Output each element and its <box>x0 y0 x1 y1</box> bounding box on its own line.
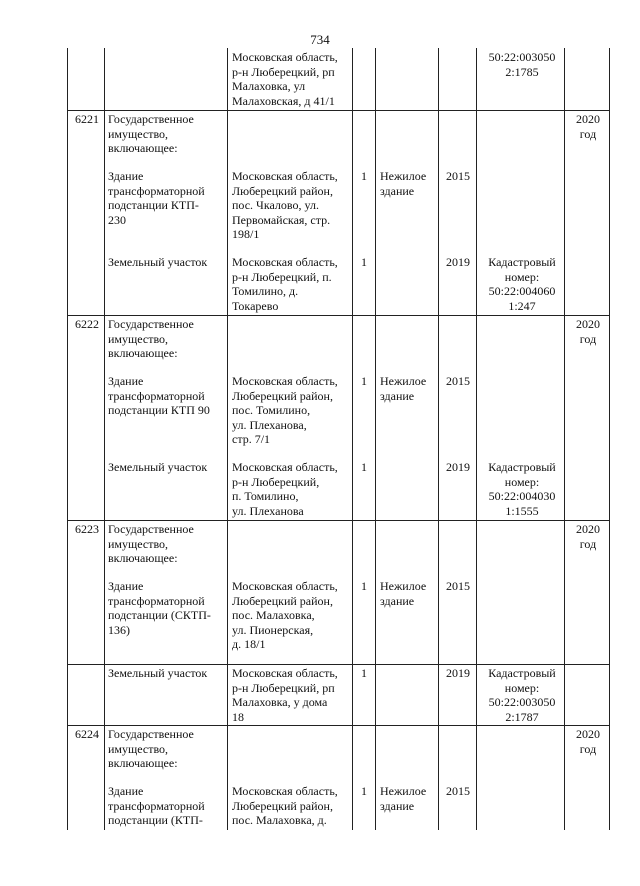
building-qty-6221: 1 <box>361 169 367 183</box>
building-year-6222: 2015 <box>446 374 470 388</box>
building-year-6221: 2015 <box>446 169 470 183</box>
row-heading-6221: Государственное имущество, включающее: <box>108 112 194 155</box>
row-number-6221: 6221 <box>75 112 99 126</box>
building-qty-6224: 1 <box>361 784 367 798</box>
building-address-6221: Московская область, Люберецкий район, пос. Чкалово, ул. Первомайская, стр. 198/1 <box>232 169 338 241</box>
land-name-6222: Земельный участок <box>108 460 208 474</box>
cont-address: Московская область, р-н Люберецкий, рп Малаховка, ул Малаховская, д 41/1 <box>232 50 338 108</box>
building-address-6224: Московская область, Люберецкий район, пос. Малаховка, д. <box>232 784 338 827</box>
page-number: 734 <box>310 32 330 47</box>
col-divider-type <box>438 48 439 830</box>
land-cadastral-6222: Кадастровый номер: 50:22:004030 1:1555 <box>488 460 556 518</box>
row-divider-6222 <box>67 315 609 316</box>
land-qty-6223: 1 <box>361 666 367 680</box>
building-qty-6223: 1 <box>361 579 367 593</box>
row-inclusion-year-6221: 2020 год <box>576 112 600 141</box>
land-name-6221: Земельный участок <box>108 255 208 269</box>
building-year-6224: 2015 <box>446 784 470 798</box>
row-heading-6222: Государственное имущество, включающее: <box>108 317 194 360</box>
land-year-6222: 2019 <box>446 460 470 474</box>
row-divider-6221 <box>67 110 609 111</box>
building-name-6223: Здание трансформаторной подстанции (СКТП- 136) <box>108 579 211 637</box>
col-divider-qty <box>375 48 376 830</box>
building-name-6222: Здание трансформаторной подстанции КТП 90 <box>108 374 210 417</box>
land-address-6222: Московская область, р-н Люберецкий, п. Томилино, ул. Плеханова <box>232 460 338 518</box>
land-year-6223: 2019 <box>446 666 470 680</box>
building-type-6221: Нежилое здание <box>380 169 427 198</box>
col-divider-year <box>476 48 477 830</box>
building-type-6224: Нежилое здание <box>380 784 427 813</box>
row-inclusion-year-6223: 2020 год <box>576 522 600 551</box>
building-type-6223: Нежилое здание <box>380 579 427 608</box>
land-year-6221: 2019 <box>446 255 470 269</box>
row-divider-6224 <box>67 725 609 726</box>
land-address-6221: Московская область, р-н Люберецкий, п. Томилино, д. Токарево <box>232 255 338 313</box>
land-cadastral-6223: Кадастровый номер: 50:22:003050 2:1787 <box>488 666 556 724</box>
row-number-6222: 6222 <box>75 317 99 331</box>
sub-divider-6223 <box>67 664 609 665</box>
land-name-6223: Земельный участок <box>108 666 208 680</box>
row-inclusion-year-6222: 2020 год <box>576 317 600 346</box>
col-divider-cadastral <box>564 48 565 830</box>
building-address-6223: Московская область, Люберецкий район, пос. Малаховка, ул. Пионерская, д. 18/1 <box>232 579 338 651</box>
row-divider-6223 <box>67 520 609 521</box>
row-heading-6224: Государственное имущество, включающее: <box>108 727 194 770</box>
land-address-6223: Московская область, р-н Люберецкий, рп Малаховка, у дома 18 <box>232 666 338 724</box>
col-divider-num <box>104 48 105 830</box>
col-divider-address <box>352 48 353 830</box>
land-cadastral-6221: Кадастровый номер: 50:22:004060 1:247 <box>488 255 556 313</box>
land-qty-6222: 1 <box>361 460 367 474</box>
building-qty-6222: 1 <box>361 374 367 388</box>
row-heading-6223: Государственное имущество, включающее: <box>108 522 194 565</box>
building-name-6221: Здание трансформаторной подстанции КТП- 230 <box>108 169 205 227</box>
cont-cadastral: 50:22:003050 2:1785 <box>488 50 556 79</box>
building-address-6222: Московская область, Люберецкий район, пос. Томилино, ул. Плеханова, стр. 7/1 <box>232 374 338 446</box>
building-name-6224: Здание трансформаторной подстанции (КТП- <box>108 784 205 827</box>
row-inclusion-year-6224: 2020 год <box>576 727 600 756</box>
building-year-6223: 2015 <box>446 579 470 593</box>
col-divider-name <box>227 48 228 830</box>
land-qty-6221: 1 <box>361 255 367 269</box>
building-type-6222: Нежилое здание <box>380 374 427 403</box>
table-border-left <box>67 48 68 830</box>
row-number-6223: 6223 <box>75 522 99 536</box>
row-number-6224: 6224 <box>75 727 99 741</box>
table-border-right <box>609 48 610 830</box>
